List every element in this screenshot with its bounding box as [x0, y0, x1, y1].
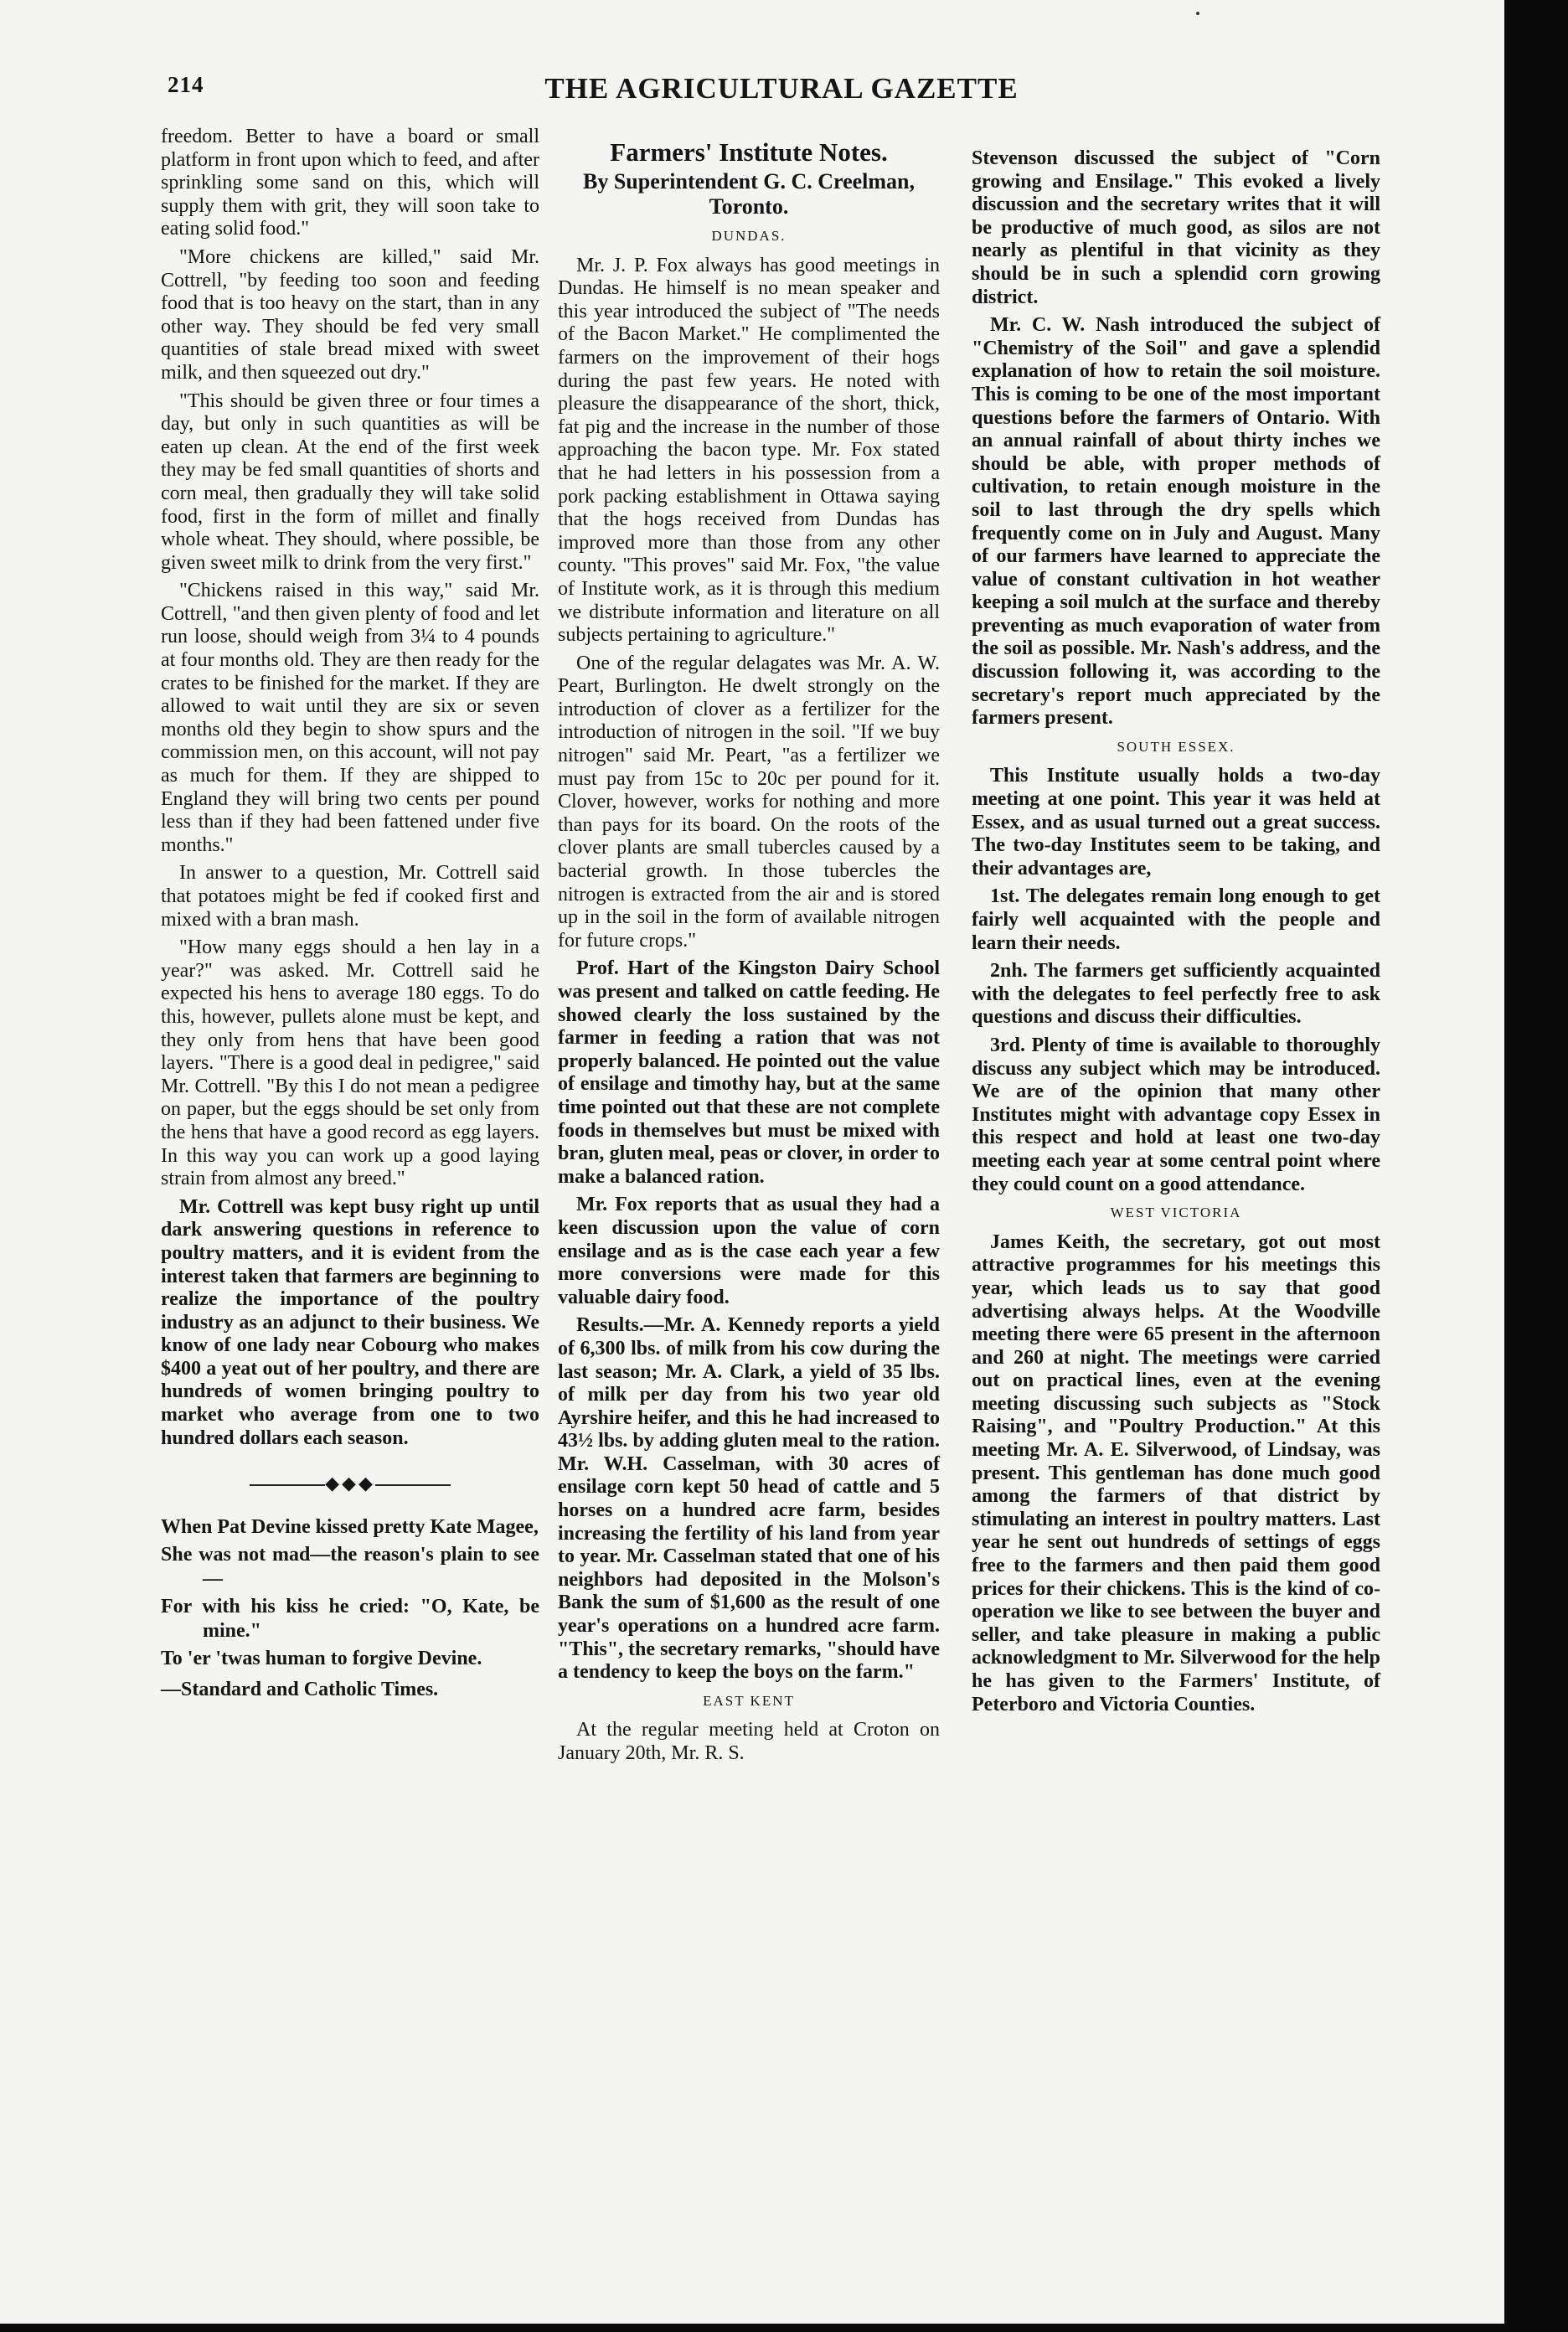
poem-line: When Pat Devine kissed pretty Kate Magee,	[161, 1515, 539, 1538]
paragraph: Mr. C. W. Nash introduced the subject of "Chemistry of the Soil" and gave a splendid explanation of how to retain the soil moisture. This is coming to be one of the most important questions before the farmers of Ontario. With an annual rainfall of about thirty inches we should be able, with proper methods of cultivation, to retain enough moisture in the soil to last through the dry spells which frequently come on in July and August. Many of our farmers have learned to appreciate the value of constant cultivation in hot weather keeping a soil mulch at the surface and thereby preventing as much evaporation of water from the soil as possible. Mr. Nash's address, and the discussion following it, was according to the secretary's report much appreciated by the farmers present.	[972, 314, 1380, 730]
paragraph: Stevenson discussed the subject of "Corn growing and Ensilage." This evoked a lively discussion and the secretary writes that it will be productive of much good, as silos are not nearly as plentiful in that vicinity as they should be in such a splendid corn growing district.	[972, 147, 1380, 308]
paragraph: This Institute usually holds a two-day meeting at one point. This year it was held at Essex, and as usual turned out a great success. The two-day Institutes seem to be taking, and their advantages are,	[972, 765, 1380, 880]
section-heading-east-kent: EAST KENT	[703, 1692, 795, 1709]
paragraph: Results.—Mr. A. Kennedy reports a yield of 6,300 lbs. of milk from his cow during the last season; Mr. A. Clark, a yield of 35 lbs. of milk per day from his two year old Ayrshire heifer, and this he had increased to 43½ lbs. by adding gluten meal to the ration. Mr. W.H. Casselman, with 30 acres of ensilage corn kept 50 head of cattle and 5 horses on a hundred acre farm, besides increasing the fertility of his land from year to year. Mr. Casselman stated that one of his neighbors had deposited in the Molson's Bank the sum of $1,600 as the result of one year's operations on a hundred acre farm. "This", the secretary remarks, "should have a tendency to keep the boys on the farm."	[558, 1314, 940, 1684]
poem-line: For with his kiss he cried: "O, Kate, be mine."	[161, 1595, 539, 1642]
article-byline: By Superintendent G. C. Creelman, Toronto.	[582, 169, 916, 219]
paragraph: 1st. The delegates remain long enough to get fairly well acquainted with the people and learn their needs.	[972, 885, 1380, 954]
section-heading-south-essex: SOUTH ESSEX.	[1117, 738, 1235, 755]
paragraph: 3rd. Plenty of time is available to thoroughly discuss any subject which may be introduced. We are of the opinion that many other Institutes might with advantage copy Essex in this respect and hold at least one two-day meeting each year at some central point where they could count on a good attendance.	[972, 1034, 1380, 1195]
column-right	[972, 147, 1380, 1721]
poem-line: She was not mad—the reason's plain to see—	[161, 1543, 539, 1590]
article-title: Farmers' Institute Notes.	[610, 137, 888, 167]
paragraph: Mr. Fox reports that as usual they had a keen discussion upon the value of corn ensilage and as is the case each year a few more conversions were made for this valuable dairy food.	[558, 1194, 940, 1308]
speck	[1196, 12, 1199, 15]
paragraph: "This should be given three or four times a day, but only in such quantities as will be eaten up clean. At the end of the first week they may be fed small quantities of shorts and corn meal, then gradually they will take solid food, first in the form of millet and finally whole wheat. They should, where possible, be given sweet milk to drink from the very first."	[161, 390, 539, 574]
paragraph: freedom. Better to have a board or small platform in front upon which to feed, and after sprinkling some sand on this, which will supply them with grit, they will soon take to eating solid food."	[161, 126, 539, 240]
running-head-title: THE AGRICULTURAL GAZETTE	[544, 72, 1019, 105]
paragraph: "How many eggs should a hen lay in a year?" was asked. Mr. Cottrell said he expected his hens to average 180 eggs. To do this, however, pullets alone must be kept, and they only from hens that have been good layers. "There is a good deal in pedigree," said Mr. Cottrell. "By this I do not mean a pedigree on paper, but the eggs should be set only from the hens that have a good record as egg layers. In this way you can work up a good laying strain from almost any breed."	[161, 936, 539, 1190]
column-left	[161, 126, 539, 1705]
paragraph: In answer to a question, Mr. Cottrell said that potatoes might be fed if cooked first and mixed with a bran mash.	[161, 862, 539, 931]
separator-ornament: ◆◆◆	[325, 1473, 375, 1494]
poem	[161, 1515, 539, 1702]
paragraph: "More chickens are killed," said Mr. Cottrell, "by feeding too soon and feeding food that is too heavy on the start, than in any other way. They should be fed very small quantities of stale bread mixed with sweet milk, and then squeezed out dry."	[161, 245, 539, 384]
paragraph: Mr. Cottrell was kept busy right up until dark answering questions in reference to poultry matters, and it is evident from the interest taken that farmers are beginning to realize the importance of the poultry industry as an adjunct to their business. We know of one lady near Cobourg who makes $400 a yeat out of her poultry, and there are hundreds of women bringing poultry to market who average from one to two hundred dollars each season.	[161, 1195, 539, 1449]
ornamental-separator	[161, 1472, 539, 1495]
page-number: 214	[168, 72, 204, 97]
paragraph: One of the regular delagates was Mr. A. W. Peart, Burlington. He dwelt strongly on the introduction of clover as a fertilizer for the introduction of nitrogen in the soil. "If we buy nitrogen" said Mr. Peart, "as a fertilizer we must pay from 15c to 20c per pound for it. Clover, however, works for nothing and more than pays for its board. On the roots of the clover plants are small tubercles caused by a bacterial growth. In those tubercles the nitrogen is extracted from the air and is stored up in the soil in the form of available nitrogen for future crops."	[558, 652, 940, 952]
column-middle	[558, 137, 940, 1771]
paragraph: 2nh. The farmers get sufficiently acquainted with the delegates to feel perfectly free to ask questions and discuss their difficulties.	[972, 960, 1380, 1029]
paragraph: At the regular meeting held at Croton on January 20th, Mr. R. S.	[558, 1719, 940, 1764]
section-heading-dundas: DUNDAS.	[711, 228, 787, 244]
section-heading-west-victoria: WEST VICTORIA	[1110, 1205, 1242, 1221]
poem-credit: —Standard and Catholic Times.	[161, 1678, 439, 1700]
paragraph: James Keith, the secretary, got out most attractive programmes for his meetings this year, which leads us to say that good advertising always helps. At the Woodville meeting there were 65 present in the afternoon and 260 at night. The meetings were carried out on practical lines, even at the evening meeting discussing such subjects as "Stock Raising", and "Poultry Production." At this meeting Mr. A. E. Silverwood, of Lindsay, was present. This gentleman has done much good among the farmers of that district by stimulating an interest in poultry matters. Last year he sent out hundreds of settings of eggs free to the farmers and then paid them good prices for their chickens. This is the kind of co-operation we like to see between the buyer and seller, and take pleasure in making a public acknowledgment to Mr. Silverwood for the help he has given to the Farmers' Institute, of Peterboro and Victoria Counties.	[972, 1230, 1380, 1715]
paragraph: "Chickens raised in this way," said Mr. Cottrell, "and then given plenty of food and let run loose, should weigh from 3¼ to 4 pounds at four months old. They are then ready for the crates to be finished for the market. If they are allowed to wait until they are six or seven months old they begin to show spurs and the commission men, on this account, will not pay as much for them. If they are shipped to England they will bring two cents per pound less than if they had been fattened under five months."	[161, 580, 539, 856]
paragraph: Mr. J. P. Fox always has good meetings in Dundas. He himself is no mean speaker and this year introduced the subject of "The needs of the Bacon Market." He complimented the farmers on the improvement of their hogs during the past few years. He noted with pleasure the disappearance of the short, thick, fat pig and the increase in the number of those approaching the bacon type. Mr. Fox stated that he had letters in his possession from a pork packing establishment in Ottawa saying that the hogs received from Dundas has improved more than those from any other county. "This proves" said Mr. Fox, "the value of Institute work, as it is through this medium we distribute information and literature on all subjects pertaining to agriculture."	[558, 254, 940, 647]
paragraph: Prof. Hart of the Kingston Dairy School was present and talked on cattle feeding. He showed clearly the loss sustained by the farmer in feeding a ration that was not properly balanced. He pointed out the value of ensilage and timothy hay, but at the same time pointed out that these are not complete foods in themselves but must be mixed with bran, gluten meal, peas or clover, in order to make a balanced ration.	[558, 957, 940, 1188]
poem-line: To 'er 'twas human to forgive Devine.	[161, 1647, 482, 1669]
